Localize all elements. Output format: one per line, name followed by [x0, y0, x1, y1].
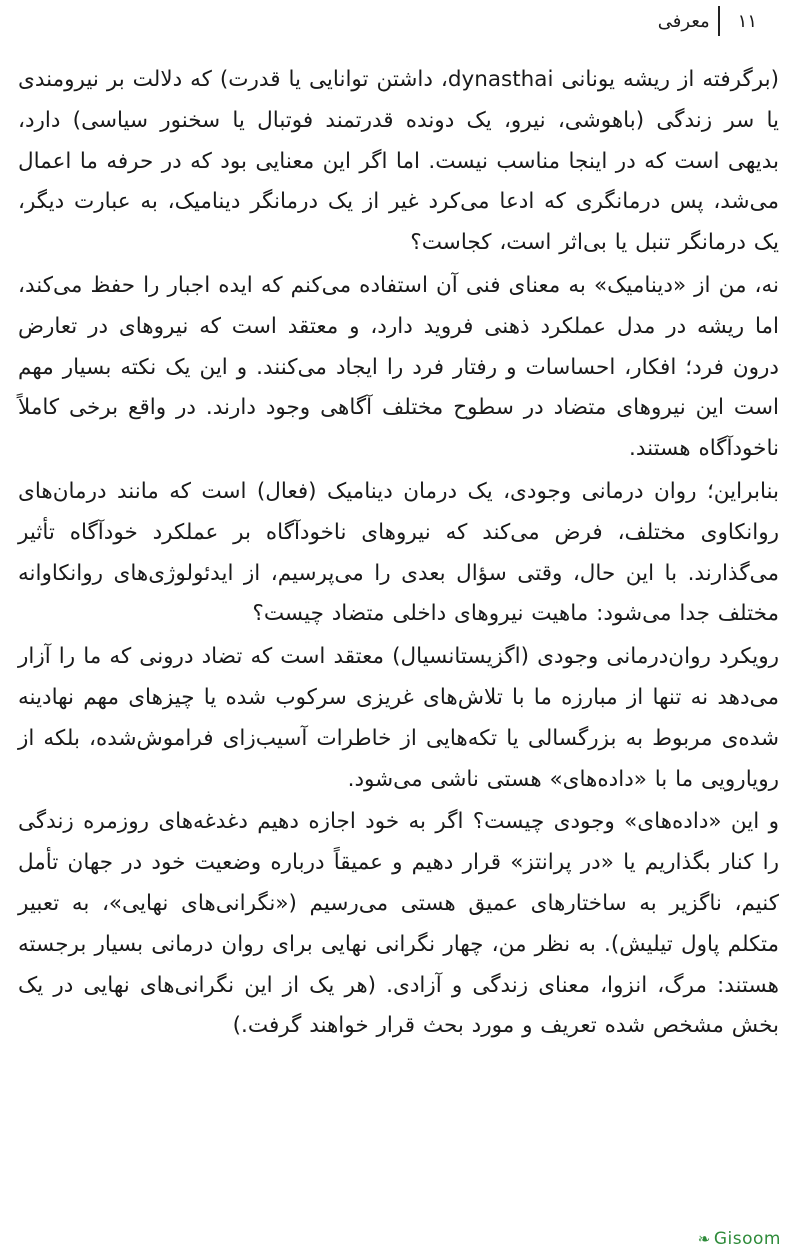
paragraph-4: رویکرد روان‌درمانی وجودی (اگزیستانسیال) معتقد است که تضاد درونی که ما را آزار می‌دهد نه تنها از مبارزه ما با تلاش‌های غریزی سرکوب شده یا چیزهای مهم نهادینه شده‌ی مربوط به بزرگسالی یا تکه‌هایی از خاطرات آسیب‌زای فراموش‌شده، بلکه از رویارویی ما با «داده‌های» هستی ناشی می‌شود.: [18, 644, 779, 792]
paragraph-1: (برگرفته از ریشه یونانی dynasthai، داشتن توانایی یا قدرت) که دلالت بر نیرومندی یا سر زندگی (باهوشی، نیرو، یک دونده قدرتمند فوتبال یا سخنور سیاسی) دارد، بدیهی است که در اینجا مناسب نیست. اما اگر این معنایی بود که در حرفه ما اعمال می‌شد، پس درمانگری که ادعا می‌کرد غیر از یک درمانگر دینامیک، به عبارت دیگر، یک درمانگر تنبل یا بی‌اثر است، کجاست؟: [18, 67, 779, 256]
leaf-icon: ❧: [697, 1230, 711, 1248]
header-divider: [718, 6, 720, 36]
paragraph-3: بنابراین؛ روان درمانی وجودی، یک درمان دینامیک (فعال) است که مانند درمان‌های روانکاوی مختلف، فرض می‌کند که نیروهای ناخودآگاه بر عملکرد خودآگاه تأثیر می‌گذارند. با این حال، وقتی سؤال بعدی را می‌پرسیم، از ایدئولوژی‌های روانکاوانه مختلف جدا می‌شود: ماهیت نیروهای داخلی متضاد چیست؟: [18, 478, 779, 627]
paragraph-5: و این «داده‌های» وجودی چیست؟ اگر به خود اجازه دهیم دغدغه‌های روزمره زندگی را کنار بگذاریم یا «در پرانتز» قرار دهیم و عمیقاً درباره وضعیت خود در جهان تأمل کنیم، ناگزیر به ساختارهای عمیق هستی می‌رسیم («نگرانی‌های نهایی»، به تعبیر متکلم پاول تیلیش). به نظر من، چهار نگرانی نهایی برای روان درمانی بسیار برجسته هستند: مرگ، انزوا، معنای زندگی و آزادی. (هر یک از این نگرانی‌های نهایی در یک بخش مشخص شده تعریف و مورد بحث قرار خواهند گرفت.): [18, 809, 779, 1039]
paragraph-2: نه، من از «دینامیک» به معنای فنی آن استفاده می‌کنم که ایده اجبار را حفظ می‌کند، اما ریشه در مدل عملکرد ذهنی فروید دارد، و معتقد است که نیروهای در تعارض درون فرد؛ افکار، احساسات و رفتار فرد را ایجاد می‌کنند. و این یک نکته بسیار مهم است این نیروهای متضاد در سطوح مختلف آگاهی وجود دارند. در واقع برخی کاملاً ناخودآگاه هستند.: [18, 272, 779, 462]
brand-logo-text: Gisoom: [713, 1229, 781, 1249]
page-number: ۱۱: [737, 10, 757, 32]
body-text: [18, 60, 779, 1047]
page-header: [658, 6, 757, 36]
chapter-title: معرفی: [657, 10, 710, 32]
brand-logo: [698, 1229, 781, 1249]
